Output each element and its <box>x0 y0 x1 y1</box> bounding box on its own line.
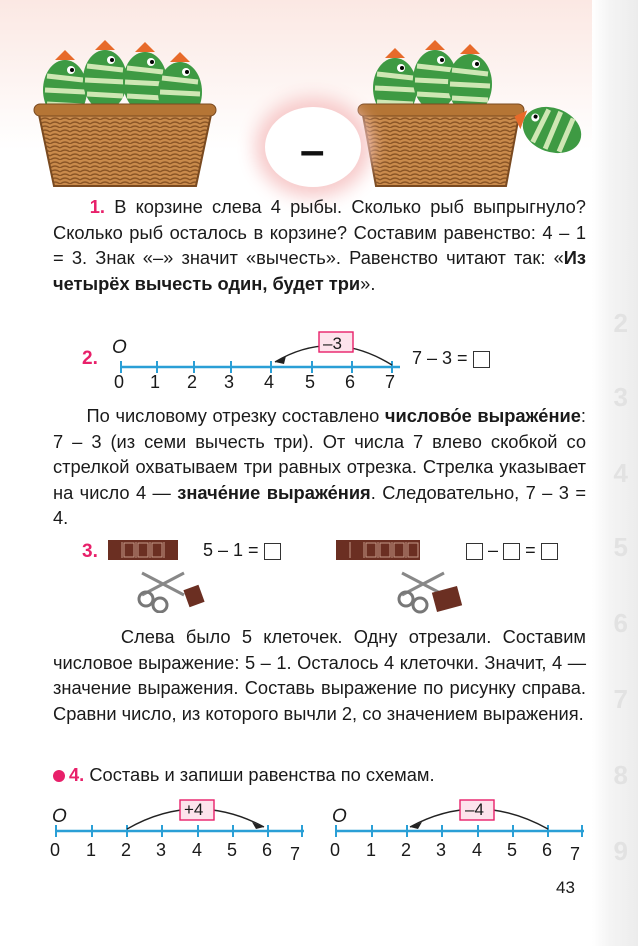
tick-label: 5 <box>507 840 518 860</box>
para2-text: : 7 – 3 (из семи вычесть три). От числа 7 влево скобкой со стрелкой охватываем три равных отрезка. Стрелка указывает на число 4 — <box>53 405 586 503</box>
margin-number: 2 <box>613 308 628 338</box>
exercise3-paragraph <box>53 624 586 726</box>
origin-label: O <box>52 806 67 827</box>
origin-label: O <box>112 337 127 358</box>
minus-text: – <box>488 540 499 560</box>
para3-text: Слева было 5 клеточек. Одну отрезали. Составим числовое выражение: 5 – 1. Осталось 4 клеточки. Значит, 4 — значение выражения. Составь выражение по рисунку справа. Сравни число, из которого вычли 2, со значением выражения. <box>53 626 586 724</box>
margin-number: 8 <box>613 760 628 790</box>
tick-label: 1 <box>366 840 377 860</box>
scissors-icon <box>394 565 474 615</box>
equation-text: 5 – 1 = <box>203 540 259 560</box>
tick-labels-4-left <box>50 840 310 864</box>
tick-label: 3 <box>224 372 235 392</box>
tick-label: 5 <box>305 372 316 392</box>
tick-label: 3 <box>156 840 167 860</box>
tick-label: 6 <box>542 840 553 860</box>
margin-number: 5 <box>613 532 628 562</box>
para2-text: По числовому отрезку составлено <box>86 405 385 426</box>
jump-label: –3 <box>323 334 342 353</box>
answer-box[interactable] <box>473 351 490 368</box>
exercise2-number: 2. <box>82 348 98 369</box>
exercise3-number: 3. <box>82 541 98 562</box>
margin-number: 7 <box>613 684 628 714</box>
exercise4-text: Составь и запиши равенства по схемам. <box>89 764 435 785</box>
number-line-2 <box>100 330 420 378</box>
equation-2 <box>412 348 490 369</box>
equation-3-left <box>203 540 281 561</box>
tick-label: 5 <box>227 840 238 860</box>
equation-text: 7 – 3 = <box>412 348 468 368</box>
chocolate-bar-right <box>336 538 422 562</box>
chocolate-bar-left <box>108 538 180 562</box>
term-expression-value: значе́ние выраже́ния <box>177 481 371 503</box>
margin-number: 9 <box>613 836 628 866</box>
bullet-icon <box>53 770 65 782</box>
origin-label: O <box>332 806 347 827</box>
answer-box[interactable] <box>264 543 281 560</box>
equation-3-right <box>466 540 558 561</box>
margin-number: 4 <box>613 458 628 488</box>
tick-label: 2 <box>187 372 198 392</box>
tick-label: 6 <box>345 372 356 392</box>
answer-box[interactable] <box>503 543 520 560</box>
tick-labels-4-right <box>330 840 590 864</box>
para2-text: . Следовательно, 7 – 3 = 4. <box>53 481 586 528</box>
number-line-4-left <box>50 794 310 844</box>
exercise4-number: 4. <box>69 764 85 785</box>
tick-label: 1 <box>150 372 161 392</box>
jump-label: –4 <box>465 800 484 819</box>
term-numeric-expression: числово́е выраже́ние <box>384 405 581 426</box>
exercise1-end: ». <box>360 272 376 294</box>
minus-sign: – <box>300 126 325 175</box>
tick-label: 7 <box>290 844 301 864</box>
tick-label: 4 <box>472 840 483 860</box>
answer-box[interactable] <box>541 543 558 560</box>
margin-number: 6 <box>613 608 628 638</box>
tick-label: 0 <box>50 840 61 860</box>
margin-number: 3 <box>613 382 628 412</box>
exercise1-bold: Из четырёх вычесть один, будет три <box>53 247 586 294</box>
tick-label: 2 <box>121 840 132 860</box>
answer-box[interactable] <box>466 543 483 560</box>
tick-label: 0 <box>114 372 125 392</box>
exercise1-body: В корзине слева 4 рыбы. Сколько рыб выпрыгнуло? Сколько рыб осталось в корзине? Составим равенство: 4 – 1 = 3. Знак «–» значит «вычесть». Равенство читают так: « <box>53 196 586 268</box>
tick-labels-2 <box>111 372 421 394</box>
exercise1-text <box>53 194 586 296</box>
tick-label: 4 <box>192 840 203 860</box>
tick-label: 2 <box>401 840 412 860</box>
tick-label: 6 <box>262 840 273 860</box>
tick-label: 3 <box>436 840 447 860</box>
exercise1-number: 1. <box>89 196 105 217</box>
tick-label: 7 <box>570 844 581 864</box>
number-line-4-right <box>330 794 590 844</box>
equals-text: = <box>525 540 536 560</box>
tick-label: 1 <box>86 840 97 860</box>
scissors-icon <box>134 565 214 613</box>
exercise4-heading <box>53 764 435 786</box>
tick-label: 7 <box>385 372 396 392</box>
exercise2-paragraph <box>53 403 586 531</box>
page-number: 43 <box>556 878 575 897</box>
tick-label: 4 <box>264 372 275 392</box>
jump-label: +4 <box>184 800 204 819</box>
tick-label: 0 <box>330 840 341 860</box>
